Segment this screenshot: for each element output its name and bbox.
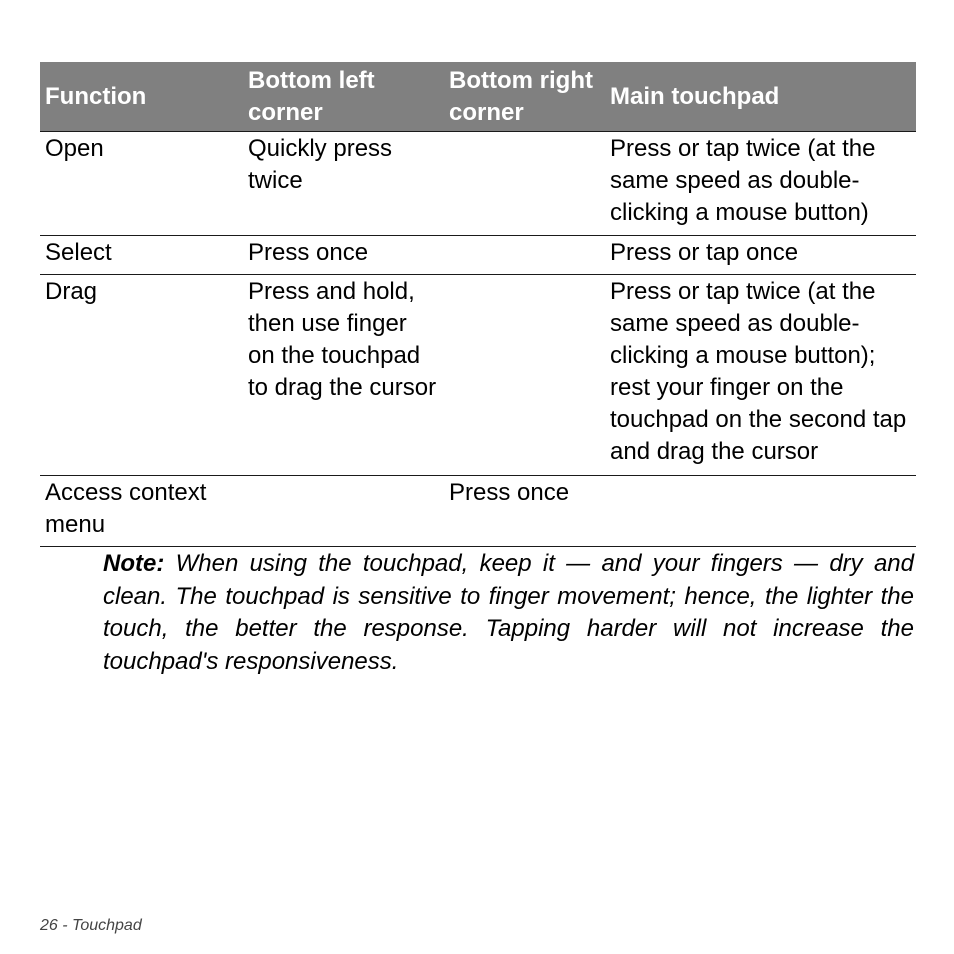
cell-function: Open [40, 132, 243, 236]
cell-bottom-right [444, 132, 605, 236]
header-function: Function [40, 62, 243, 132]
cell-bottom-left [243, 476, 444, 547]
note-label: Note: [103, 550, 165, 577]
cell-main [605, 476, 916, 547]
cell-bottom-right [444, 275, 605, 476]
header-bottom-left-corner: Bottom left corner [243, 62, 444, 132]
table-body [40, 132, 916, 547]
table-row [40, 236, 916, 275]
cell-bottom-right [444, 236, 605, 275]
table-header [40, 62, 916, 132]
touchpad-note [103, 548, 914, 678]
table-header-row [40, 62, 916, 132]
cell-bottom-left: Press and hold, then use finger on the touchpad to drag the cursor [243, 275, 444, 476]
cell-main: Press or tap twice (at the same speed as double-clicking a mouse button); rest your finger on the touchpad on the second tap and drag the cursor [605, 275, 916, 476]
cell-function: Select [40, 236, 243, 275]
table-row [40, 275, 916, 476]
cell-bottom-left: Quickly press twice [243, 132, 444, 236]
cell-main: Press or tap twice (at the same speed as double-clicking a mouse button) [605, 132, 916, 236]
cell-function: Drag [40, 275, 243, 476]
table-row [40, 132, 916, 236]
cell-main: Press or tap once [605, 236, 916, 275]
page-footer: 26 - Touchpad [40, 917, 142, 934]
cell-bottom-right: Press once [444, 476, 605, 547]
cell-function: Access context menu [40, 476, 243, 547]
table-row [40, 476, 916, 547]
header-bottom-right-corner: Bottom right corner [444, 62, 605, 132]
cell-bottom-left: Press once [243, 236, 444, 275]
header-main-touchpad: Main touchpad [605, 62, 916, 132]
touchpad-functions-table [40, 62, 916, 547]
note-text: When using the touchpad, keep it — and your fingers — dry and clean. The touchpad is sensitive to finger movement; hence, the lighter the touch, the better the response. Tapping harder will not increase the touchpad's responsiveness. [103, 550, 914, 675]
